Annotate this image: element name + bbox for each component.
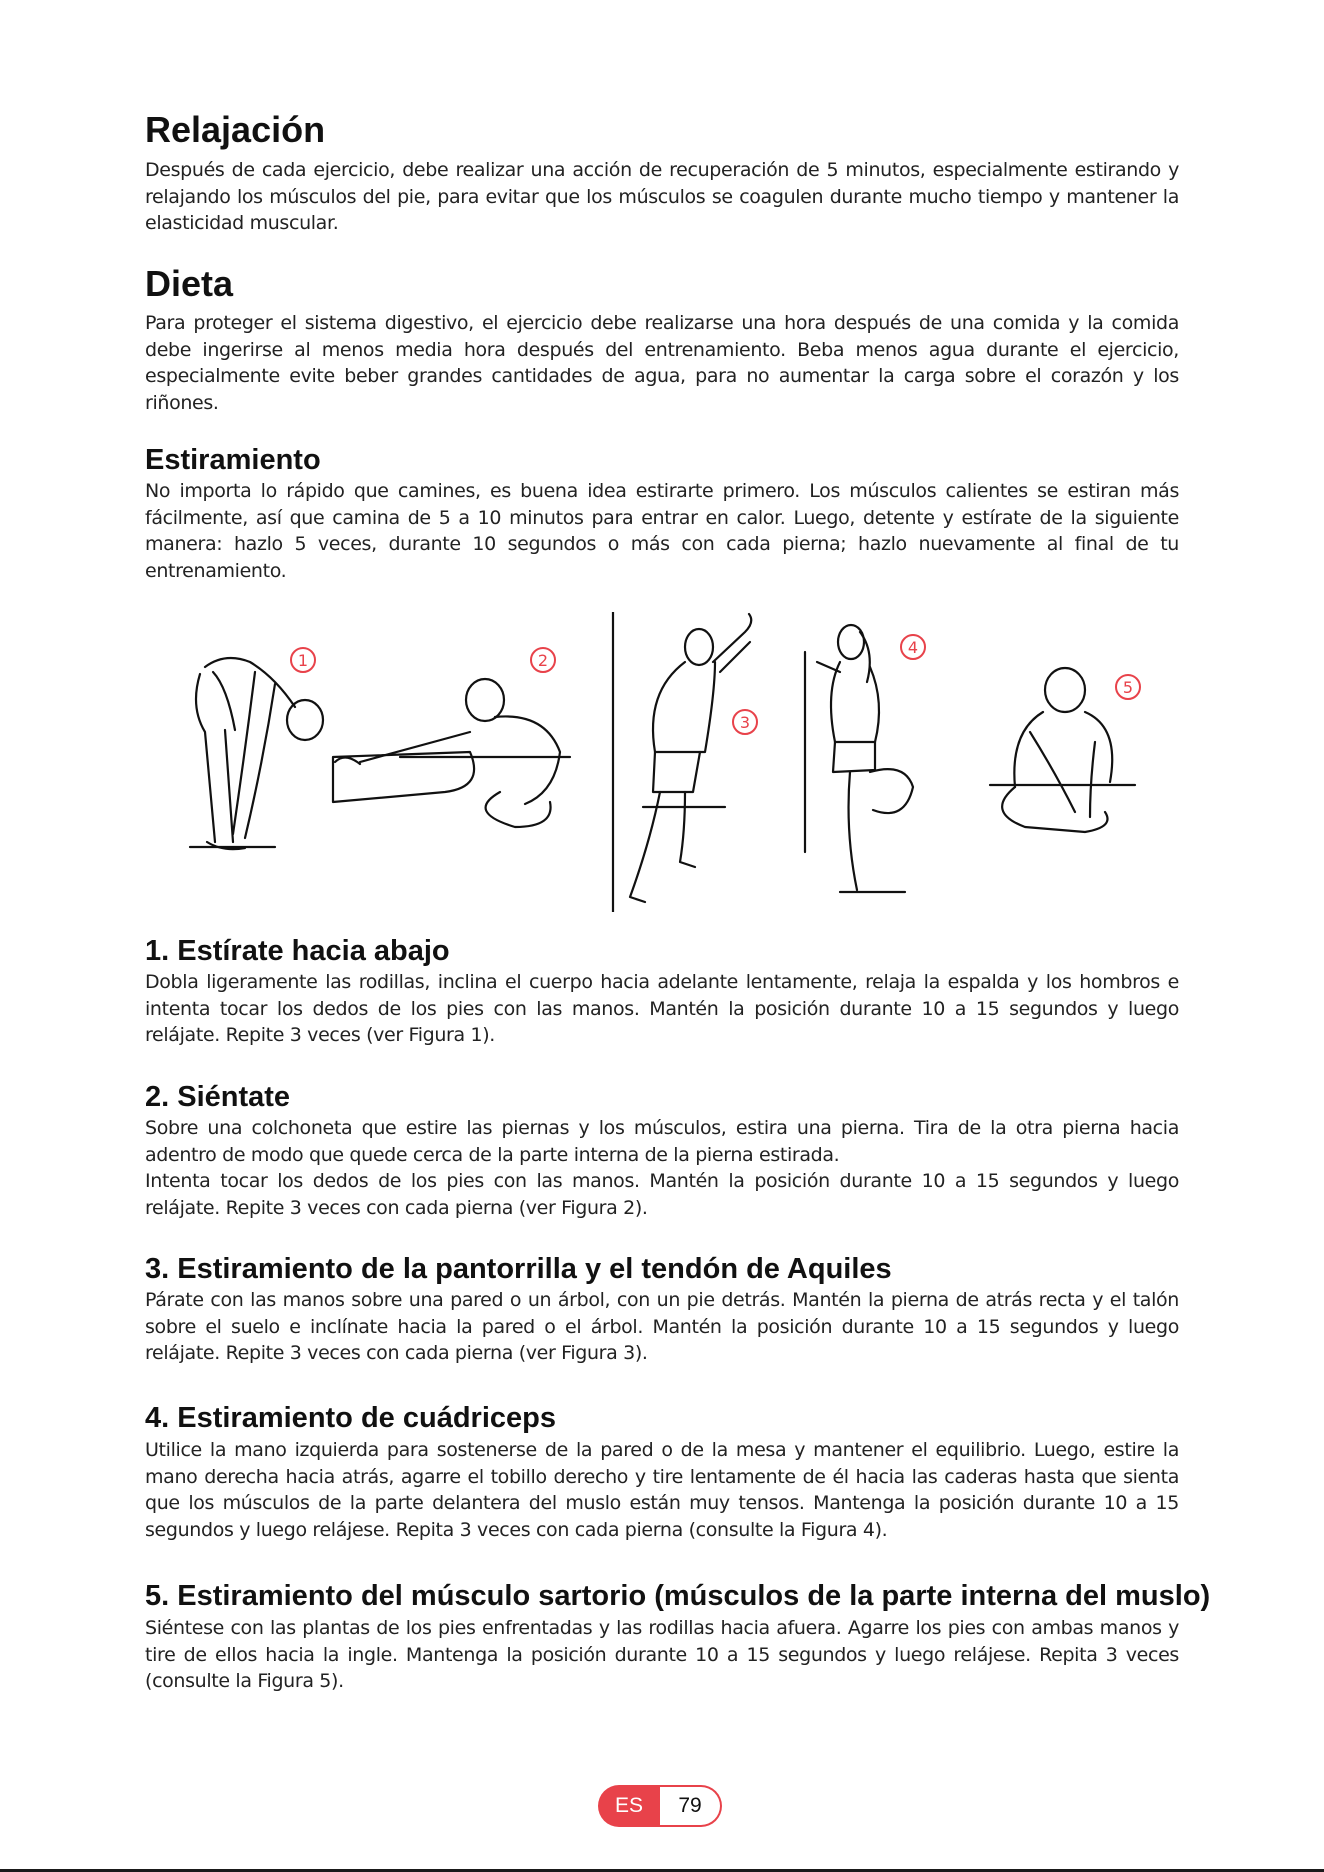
stretch-figures [145, 612, 1179, 912]
heading-step-5: 5. Estiramiento del músculo sartorio (músculos de la parte interna del muslo) [145, 1580, 1211, 1612]
page-footer [598, 1785, 722, 1827]
figure-5-illustration [990, 668, 1135, 832]
paragraph-dieta: Para proteger el sistema digestivo, el ejercicio debe realizarse una hora después de una comida y la comida debe ingerirse al menos media hora después del entrenamiento. Beba menos agua durante el ejercicio, especialmente evite beber grandes cantidades de agua, para no aumentar la carga sobre el corazón y los riñones. [145, 312, 1179, 414]
language-badge: ES [598, 1785, 660, 1827]
page-number: 79 [660, 1785, 722, 1827]
figure-2-number: 2 [537, 651, 549, 670]
figure-5-badge [1116, 675, 1140, 699]
paragraph-step-2b: Intenta tocar los dedos de los pies con las manos. Mantén la posición durante 10 a 15 segundos y luego relájate. Repite 3 veces con cada pierna (ver Figura 2). [145, 1170, 1179, 1219]
figure-4-illustration [805, 625, 913, 892]
figure-1-illustration [190, 658, 323, 849]
figure-3-badge [733, 710, 757, 734]
heading-step-3: 3. Estiramiento de la pantorrilla y el tendón de Aquiles [145, 1253, 892, 1285]
paragraph-step-3: Párate con las manos sobre una pared o un árbol, con un pie detrás. Mantén la pierna de atrás recta y el talón sobre el suelo e inclínate hacia la pared o el árbol. Mantén la posición durante 10 a 15 segundos y luego relájate. Repite 3 veces con cada pierna (ver Figura 3). [145, 1289, 1179, 1364]
heading-dieta: Dieta [145, 263, 234, 304]
stretch-figures-svg [145, 612, 1179, 912]
paragraph-step-4: Utilice la mano izquierda para sostenerse de la pared o de la mesa y mantener el equilibrio. Luego, estire la mano derecha hacia atrás, agarre el tobillo derecho y tire lentamente de él hacia las caderas hasta que sienta que los músculos de la parte delantera del muslo están muy tensos. Mantenga la posición durante 10 a 15 segundos y luego relájese. Repita 3 veces con cada pierna (consulte la Figura 4). [145, 1439, 1179, 1541]
paragraph-step-1: Dobla ligeramente las rodillas, inclina el cuerpo hacia adelante lentamente, relaja la espalda y los hombros e intenta tocar los dedos de los pies con las manos. Mantén la posición durante 10 a 15 segundos y luego relájate. Repite 3 veces (ver Figura 1). [145, 971, 1179, 1046]
paragraph-relajacion: Después de cada ejercicio, debe realizar una acción de recuperación de 5 minutos, especialmente estirando y relajando los músculos del pie, para evitar que los músculos se coagulen durante mucho tiempo y mantener la elasticidad muscular. [145, 159, 1179, 234]
paragraph-step-2a: Sobre una colchoneta que estire las piernas y los músculos, estira una pierna. Tira de la otra pierna hacia adentro de modo que quede cerca de la parte interna de la pierna estirada. [145, 1117, 1179, 1166]
figure-2-badge [531, 648, 555, 672]
paragraph-step-5: Siéntese con las plantas de los pies enfrentadas y las rodillas hacia afuera. Agarre los pies con ambas manos y tire de ellos hacia la ingle. Mantenga la posición durante 10 a 15 segundos y luego relájese. Repita 3 veces (consulte la Figura 5). [145, 1617, 1179, 1692]
figure-4-badge [901, 635, 925, 659]
figure-2-illustration [333, 679, 570, 827]
figure-3-number: 3 [739, 713, 751, 732]
figure-1-badge [291, 648, 315, 672]
heading-relajacion: Relajación [145, 109, 326, 150]
heading-step-2: 2. Siéntate [145, 1081, 291, 1113]
figure-4-number: 4 [907, 638, 919, 657]
paragraph-estiramiento: No importa lo rápido que camines, es buena idea estirarte primero. Los músculos calientes se estiran más fácilmente, así que camina de 5 a 10 minutos para entrar en calor. Luego, detente y estírate de la siguiente manera: hazlo 5 veces, durante 10 segundos o más con cada pierna; hazlo nuevamente al final de tu entrenamiento. [145, 480, 1179, 582]
heading-step-4: 4. Estiramiento de cuádriceps [145, 1402, 556, 1434]
figure-5-number: 5 [1122, 678, 1134, 697]
figure-3-illustration [613, 612, 751, 912]
heading-step-1: 1. Estírate hacia abajo [145, 935, 450, 967]
heading-estiramiento: Estiramiento [145, 444, 321, 476]
figure-1-number: 1 [297, 651, 309, 670]
